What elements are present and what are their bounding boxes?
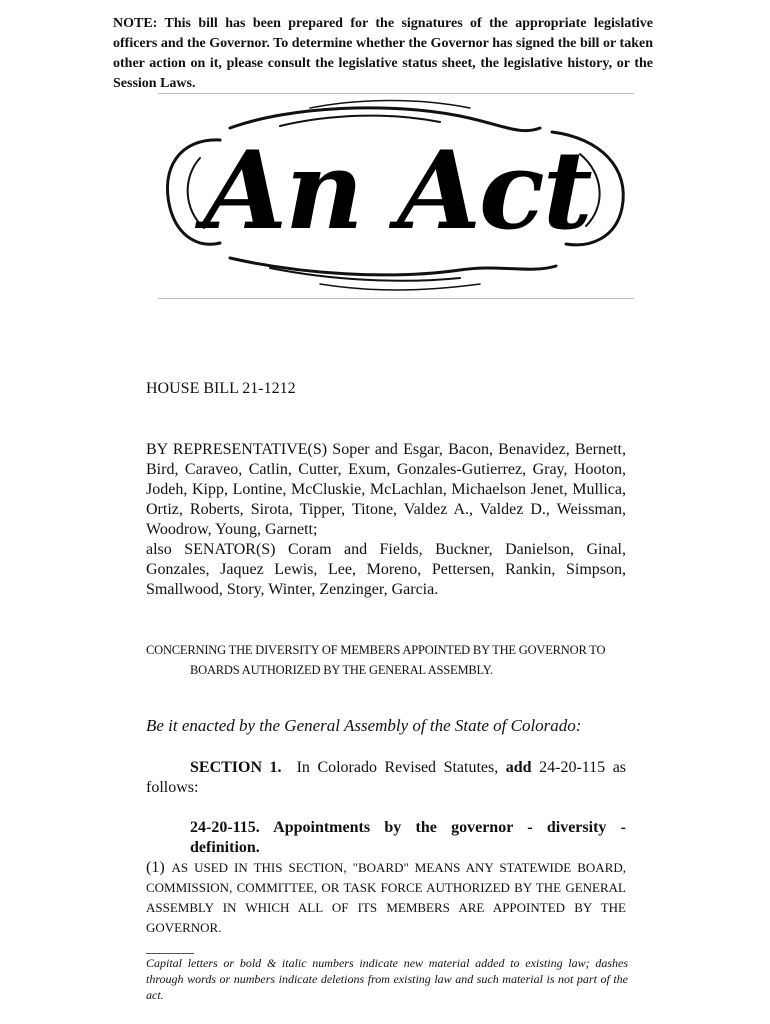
statute-subsection: (1) — [146, 859, 165, 876]
section-1-text-after: 24-20-115 as follows: — [146, 759, 627, 796]
senators-list: also SENATOR(S) Coram and Fields, Buckner, Danielson, Ginal, Gonzales, Jaquez Lewis, Lee, Moreno, Pettersen, Rankin, Simpson, Smallwood, Story, Winter, Zenzinger, Garcia. — [146, 541, 626, 598]
section-1-action: add — [505, 759, 532, 776]
footnote-divider — [146, 953, 194, 954]
bill-title-line-1: CONCERNING THE DIVERSITY OF MEMBERS APPOINTED BY THE GOVERNOR TO — [146, 643, 606, 657]
bill-title — [146, 640, 626, 680]
representatives-list: BY REPRESENTATIVE(S) Soper and Esgar, Bacon, Benavidez, Bernett, Bird, Caraveo, Catlin, Cutter, Exum, Gonzales-Gutierrez, Gray, Hooton, Jodeh, Kipp, Lontine, McCluskie, McLachlan, Michaelson Jenet, Mullica, Ortiz, Roberts, Sirota, Tipper, Titone, Valdez A., Valdez D., Weissman, Woodrow, Young, Garnett; — [146, 441, 626, 538]
section-1-text-before: In Colorado Revised Statutes, — [296, 759, 499, 776]
an-act-logo — [160, 98, 634, 294]
statute-block — [146, 818, 626, 938]
section-1-label: SECTION 1. — [190, 759, 282, 776]
footnote: Capital letters or bold & italic numbers indicate new material added to existing law; dashes through words or numbers indicate deletions from existing law and such material is not part of the act. — [146, 956, 628, 1002]
logo-divider — [158, 298, 634, 299]
statute-heading: 24-20-115. Appointments by the governor - diversity - definition. — [190, 819, 626, 856]
sponsors-block — [146, 440, 626, 600]
statute-text: AS USED IN THIS SECTION, "BOARD" MEANS ANY STATEWIDE BOARD, COMMISSION, COMMITTEE, OR TASK FORCE AUTHORIZED BY THE GENERAL ASSEMBLY IN WHICH ALL OF ITS MEMBERS ARE APPOINTED BY THE GOVERNOR. — [146, 860, 626, 935]
bill-title-line-2: BOARDS AUTHORIZED BY THE GENERAL ASSEMBLY. — [190, 663, 493, 677]
bill-number: HOUSE BILL 21-1212 — [146, 380, 296, 397]
enacting-clause: Be it enacted by the General Assembly of the State of Colorado: — [146, 716, 582, 735]
section-1 — [146, 758, 626, 798]
top-divider — [158, 93, 634, 94]
legislative-note: NOTE: This bill has been prepared for the signatures of the appropriate legislative officers and the Governor. To determine whether the Governor has signed the bill or taken other action on it, please consult the legislative status sheet, the legislative history, or the Session Laws. — [113, 16, 653, 91]
logo-text: An Act — [203, 128, 591, 254]
